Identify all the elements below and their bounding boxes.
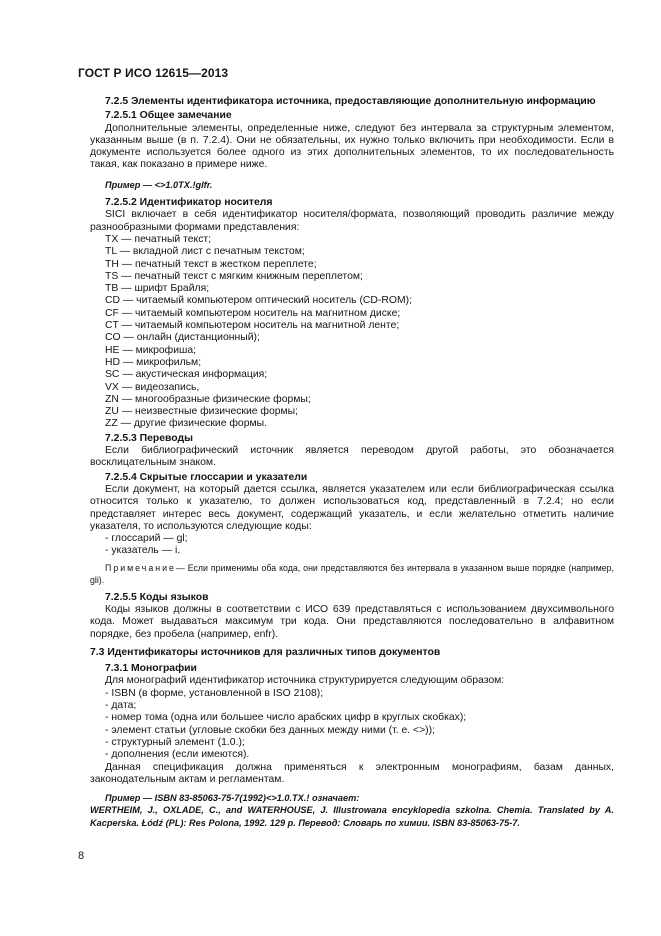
list-item: - элемент статьи (угловые скобки без данных между ними (т. е. <>)); (105, 724, 435, 736)
paragraph: Если библиографический источник является переводом другой работы, это обозначается восклицательным знаком. (90, 445, 614, 469)
section-heading-7-2-5-1: 7.2.5.1 Общее замечание (105, 110, 232, 122)
list-item: - структурный элемент (1.0.); (105, 736, 245, 748)
document-header: ГОСТ Р ИСО 12615—2013 (78, 66, 229, 80)
section-heading-7-3-1: 7.3.1 Монографии (105, 663, 197, 675)
list-item: CO — онлайн (дистанционный); (105, 332, 260, 344)
list-item: - номер тома (одна или большее число арабских цифр в круглых скобках); (105, 712, 467, 724)
list-item: - дата; (105, 700, 137, 712)
paragraph: Если документ, на который дается ссылка, является указателем или если библиографическая ссылка относится только к указателю, то должен использоваться код, представленный в 7.2.4; но если представляет интерес весь документ, содержащий указатель, и если желательно отметить наличие указателя, то используются следующие коды: (90, 483, 614, 532)
note-text: — Если применимы оба кода, они представляются без интервала в указанном выше порядке (например, gli). (90, 562, 614, 585)
section-heading-7-2-5-3: 7.2.5.3 Переводы (105, 432, 193, 444)
section-heading-7-2-5: 7.2.5 Элементы идентификатора источника, предоставляющие дополнительную информацию (105, 96, 596, 107)
note-label: Примечание (105, 562, 176, 573)
list-item: HE — микрофиша; (105, 344, 197, 356)
list-item: CF — читаемый компьютером носитель на магнитном диске; (105, 307, 401, 319)
page-number: 8 (78, 850, 85, 862)
document-body (90, 96, 614, 829)
section-heading-7-3: 7.3 Идентификаторы источников для различных типов документов (90, 646, 441, 658)
paragraph: Для монографий идентификатор источника структурируется следующим образом: (105, 675, 505, 687)
list-item: - указатель — i. (105, 545, 181, 557)
list-item: TL — вкладной лист с печатным текстом; (105, 246, 305, 258)
example (90, 792, 614, 829)
list-item: TS — печатный текст с мягким книжным переплетом; (105, 270, 363, 282)
list-item: - глоссарий — gl; (105, 533, 188, 545)
list-item: HD — микрофильм; (105, 356, 202, 368)
list-item: CT — читаемый компьютером носитель на магнитной ленте; (105, 320, 400, 332)
note (90, 562, 614, 586)
paragraph: Коды языков должны в соответствии с ИСО 639 представляться с использованием двухсимвольного кода. Может выдаваться максимум три кода. Они представляются последовательно в алфавитном порядке, без пробела (например, enfr). (90, 603, 614, 640)
list-item: SC — акустическая информация; (105, 369, 268, 381)
list-item: ZU — неизвестные физические формы; (105, 406, 299, 418)
example: Пример — <>1.0TX.!glfr. (105, 179, 213, 190)
section-heading-7-2-5-5: 7.2.5.5 Коды языков (105, 591, 209, 603)
list-item: - дополнения (если имеются). (105, 749, 250, 761)
list-item: CD — читаемый компьютером оптический носитель (CD-ROM); (105, 295, 412, 307)
example-line: Пример — ISBN 83-85063-75-7(1992)<>1.0.TX.! означает: (105, 793, 360, 804)
carrier-code-list (90, 234, 614, 431)
list-item: - ISBN (в форме, установленной в ISO 2108); (105, 687, 324, 699)
list-item: TB — шрифт Брайля; (105, 283, 210, 295)
list-item: ZN — многообразные физические формы; (105, 393, 311, 405)
paragraph: Дополнительные элементы, определенные ниже, следуют без интервала за структурным элементом, указанным выше (в п. 7.2.4). Они не обязательны, их нужно только включить при необходимости. Если в документе используется более одного из этих дополнительных элементов, то их последовательность такая, как показано в примере ниже. (90, 122, 614, 171)
example-citation: WERTHEIM, J., OXLADE, C., and WATERHOUSE, J. Illustrowana encyklopedia szkolna. Chemia. Translated by A. Kacperska. Łódź (PL): Res Polona, 1992. 129 p. Перевод: Словарь по химии. ISBN 83-85063-75-7. (90, 805, 614, 828)
list-item: VX — видеозапись, (105, 381, 200, 393)
paragraph: SICI включает в себя идентификатор носителя/формата, позволяющий проводить различие между разнообразными формами представления: (90, 209, 614, 233)
section-heading-7-2-5-2: 7.2.5.2 Идентификатор носителя (105, 197, 273, 209)
paragraph: Данная спецификация должна применяться к электронным монографиям, базам данных, законодательным актам и регламентам. (90, 761, 614, 785)
list-item: TX — печатный текст; (105, 233, 212, 245)
section-heading-7-2-5-4: 7.2.5.4 Скрытые глоссарии и указатели (105, 471, 308, 483)
list-item: ZZ — другие физические формы. (105, 418, 267, 430)
list-item: TH — печатный текст в жестком переплете; (105, 258, 317, 270)
